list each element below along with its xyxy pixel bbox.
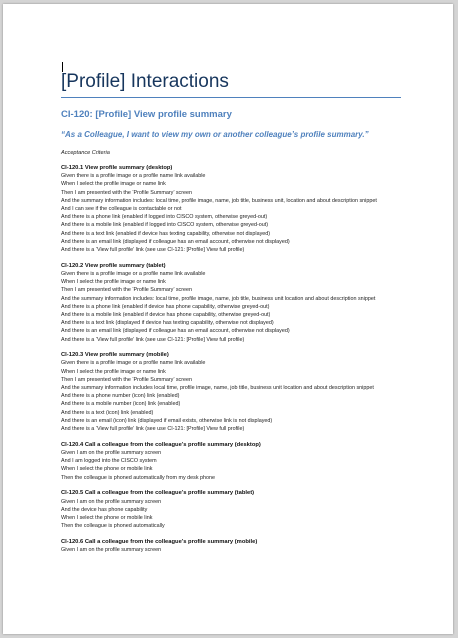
criteria-line: Then the colleague is phoned automatically from my desk phone: [61, 474, 216, 481]
criteria-section: [61, 489, 406, 530]
criteria-section: [61, 441, 406, 482]
criteria-section: [61, 351, 406, 433]
criteria-title: CI-120.4 Call a colleague from the colleague’s profile summary (desktop): [61, 441, 261, 448]
criteria-line: Given there is a profile image or a profile name link available: [61, 360, 206, 367]
criteria-title: CI-120.6 Call a colleague from the colleague’s profile summary (mobile): [61, 538, 258, 545]
criteria-sections: [61, 164, 406, 562]
document-page: [3, 4, 453, 634]
criteria-line: Given I am on the profile summary screen: [61, 450, 162, 456]
section-heading: CI-120: [Profile] View profile summary: [61, 109, 232, 120]
criteria-line: Then I am presented with the ‘Profile Summary’ screen: [61, 287, 193, 294]
criteria-line: And I can see if the colleague is contactable or not: [61, 206, 182, 213]
criteria-section: [61, 538, 406, 554]
criteria-line: And there is a ‘View full profile’ link (see use CI-121: [Profile] View full profile): [61, 247, 245, 254]
criteria-title: CI-120.5 Call a colleague from the colleague’s profile summary (tablet): [61, 490, 255, 497]
criteria-line: And the summary information includes: local time, profile image, name, job title, business unit location and about description snippet: [61, 295, 376, 302]
criteria-line: Then I am presented with the ‘Profile Summary’ screen: [61, 189, 193, 196]
criteria-line: And there is a mobile link (enabled if logged into CISCO system, otherwise greyed-out): [61, 222, 269, 229]
criteria-section: [61, 262, 406, 344]
criteria-line: And there is a phone link (enabled if logged into CISCO system, otherwise greyed-out): [61, 214, 268, 221]
criteria-title: CI-120.3 View profile summary (mobile): [61, 352, 169, 359]
criteria-line: Given I am on the profile summary screen: [61, 547, 162, 554]
user-story: “As a Colleague, I want to view my own or another colleague’s profile summary.”: [61, 130, 369, 139]
criteria-title: CI-120.1 View profile summary (desktop): [61, 165, 173, 171]
criteria-line: And there is an email link (displayed if colleague has an email account, otherwise not displayed): [61, 328, 290, 335]
acceptance-criteria-label: Acceptance Criteria: [61, 150, 110, 156]
document-title: [Profile] Interactions: [61, 70, 401, 98]
criteria-line: And the device has phone capability: [61, 506, 148, 513]
criteria-line: And there is an email link (displayed if colleague has an email account, otherwise not displayed): [61, 238, 290, 245]
criteria-line: When I select the phone or mobile link: [61, 514, 153, 521]
criteria-line: And there is a text link (displayed if device has texting capability, otherwise not displayed): [61, 320, 274, 327]
criteria-line: Then the colleague is phoned automatically: [61, 523, 165, 530]
criteria-line: And there is a ‘View full profile’ link (see use CI-121: [Profile] View full profile): [61, 336, 245, 343]
criteria-line: Given there is a profile image or a profile name link available: [61, 270, 206, 277]
criteria-title: CI-120.2 View profile summary (tablet): [61, 262, 166, 269]
criteria-line: Given there is a profile image or a profile name link available: [61, 173, 206, 180]
criteria-line: And there is a text (icon) link (enabled): [61, 409, 154, 416]
criteria-line: And the summary information includes: local time, profile image, name, job title, business unit, location and about description snippet: [61, 197, 377, 204]
criteria-line: And I am logged into the CISCO system: [61, 458, 157, 465]
criteria-line: When I select the profile image or name link: [61, 181, 166, 188]
criteria-line: When I select the phone or mobile link: [61, 466, 153, 473]
criteria-line: And there is a text link (enabled if device has texting capability, otherwise not displayed): [61, 230, 271, 237]
criteria-section: [61, 164, 406, 254]
criteria-line: And there is a mobile link (enabled if device has phone capability, otherwise greyed-out): [61, 311, 271, 318]
criteria-line: And there is a mobile number (icon) link (enabled): [61, 401, 181, 408]
criteria-line: And there is a ‘View full profile’ link (see use CI-121: [Profile] View full profile): [61, 426, 245, 433]
criteria-line: When I select the profile image or name link: [61, 368, 166, 375]
criteria-line: Given I am on the profile summary screen: [61, 498, 162, 505]
criteria-line: Then I am presented with the ‘Profile Summary’ screen: [61, 376, 193, 383]
criteria-line: When I select the profile image or name link: [61, 279, 166, 286]
criteria-line: And the summary information includes local time, profile image, name, job title, business unit location and about description snippet: [61, 385, 374, 392]
criteria-line: And there is a phone link (enabled if device has phone capability, otherwise greyed-out): [61, 303, 270, 310]
criteria-line: And there is a phone number (icon) link (enabled): [61, 393, 180, 400]
criteria-line: And there is an email (icon) link (displayed if email exists, otherwise link is not displayed): [61, 417, 273, 424]
